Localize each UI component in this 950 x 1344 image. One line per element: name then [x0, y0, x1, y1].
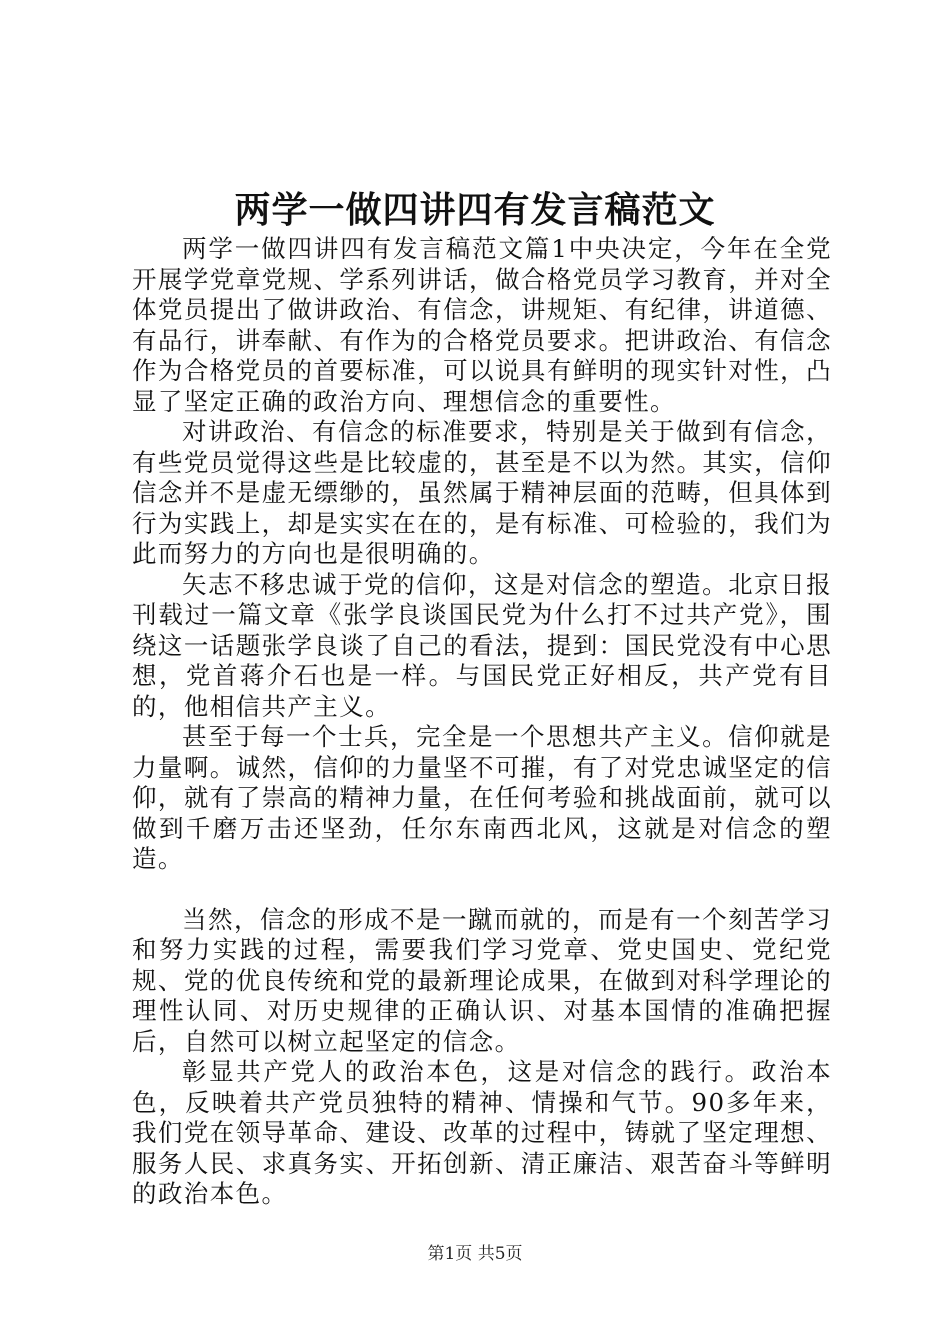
document-body	[132, 234, 832, 1210]
document-title: 两学一做四讲四有发言稿范文	[234, 189, 716, 231]
paragraph-1: 两学一做四讲四有发言稿范文篇1中央决定，今年在全党开展学党章党规、学系列讲话，做合格党员学习教育，并对全体党员提出了做讲政治、有信念，讲规矩、有纪律，讲道德、有品行，讲奉献、有作为的合格党员要求。把讲政治、有信念作为合格党员的首要标准，可以说具有鲜明的现实针对性，凸显了坚定正确的政治方向、理想信念的重要性。	[132, 234, 832, 416]
paragraph-2: 对讲政治、有信念的标准要求，特别是关于做到有信念，有些党员觉得这些是比较虚的，甚至是不以为然。其实，信仰信念并不是虚无缥缈的，虽然属于精神层面的范畴，但具体到行为实践上，却是实实在在的，是有标准、可检验的，我们为此而努力的方向也是很明确的。	[132, 417, 832, 568]
page-number-footer: 第1页 共5页	[427, 1244, 523, 1264]
paragraph-4: 甚至于每一个士兵，完全是一个思想共产主义。信仰就是力量啊。诚然，信仰的力量坚不可摧，有了对党忠诚坚定的信仰，就有了崇高的精神力量，在任何考验和挑战面前，就可以做到千磨万击还坚劲，任尔东南西北风，这就是对信念的塑造。	[132, 722, 832, 873]
paragraph-3: 矢志不移忠诚于党的信仰，这是对信念的塑造。北京日报刊载过一篇文章《张学良谈国民党为什么打不过共产党》，围绕这一话题张学良谈了自己的看法，提到：国民党没有中心思想，党首蒋介石也是一样。与国民党正好相反，共产党有目的，他相信共产主义。	[132, 569, 832, 721]
paragraph-5: 当然，信念的形成不是一蹴而就的，而是有一个刻苦学习和努力实践的过程，需要我们学习党章、党史国史、党纪党规、党的优良传统和党的最新理论成果，在做到对科学理论的理性认同、对历史规律的正确认识、对基本国情的准确把握后，自然可以树立起坚定的信念。	[132, 904, 832, 1056]
paragraph-6: 彰显共产党人的政治本色，这是对信念的践行。政治本色，反映着共产党员独特的精神、情操和气节。90多年来，我们党在领导革命、建设、改革的过程中，铸就了坚定理想、服务人民、求真务实、开拓创新、清正廉洁、艰苦奋斗等鲜明的政治本色。	[132, 1057, 832, 1208]
